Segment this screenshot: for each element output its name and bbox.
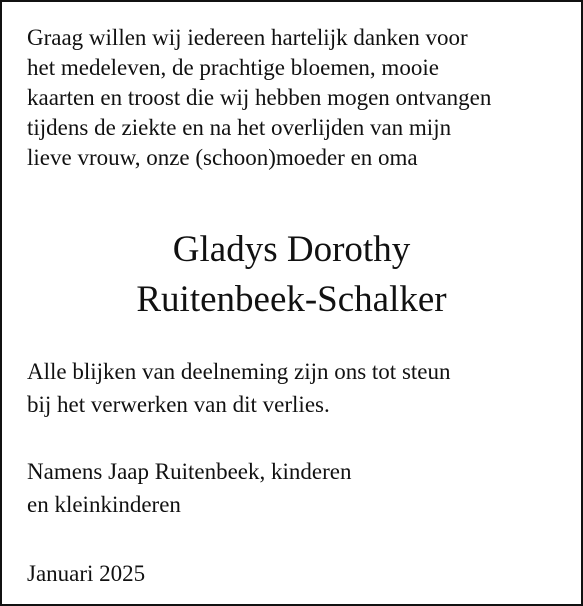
signature-line: en kleinkinderen — [27, 492, 181, 517]
message-line: Graag willen wij iedereen hartelijk danken voor — [27, 25, 468, 50]
deceased-first-names: Gladys Dorothy — [172, 229, 411, 270]
support-line: bij het verwerken van dit verlies. — [27, 392, 330, 417]
deceased-surname: Ruitenbeek-Schalker — [136, 279, 447, 320]
message-line: het medeleven, de prachtige bloemen, mooie — [27, 55, 439, 80]
signature-line: Namens Jaap Ruitenbeek, kinderen — [27, 459, 352, 484]
signature — [27, 455, 557, 521]
message-line: lieve vrouw, onze (schoon)moeder en oma — [27, 145, 418, 170]
support-message — [27, 355, 557, 421]
notice-date: Januari 2025 — [27, 561, 146, 586]
thank-you-message — [27, 23, 557, 173]
message-line: kaarten en troost die wij hebben mogen ontvangen — [27, 85, 492, 110]
support-line: Alle blijken van deelneming zijn ons tot steun — [27, 359, 451, 384]
message-line: tijdens de ziekte en na het overlijden van mijn — [27, 115, 452, 140]
